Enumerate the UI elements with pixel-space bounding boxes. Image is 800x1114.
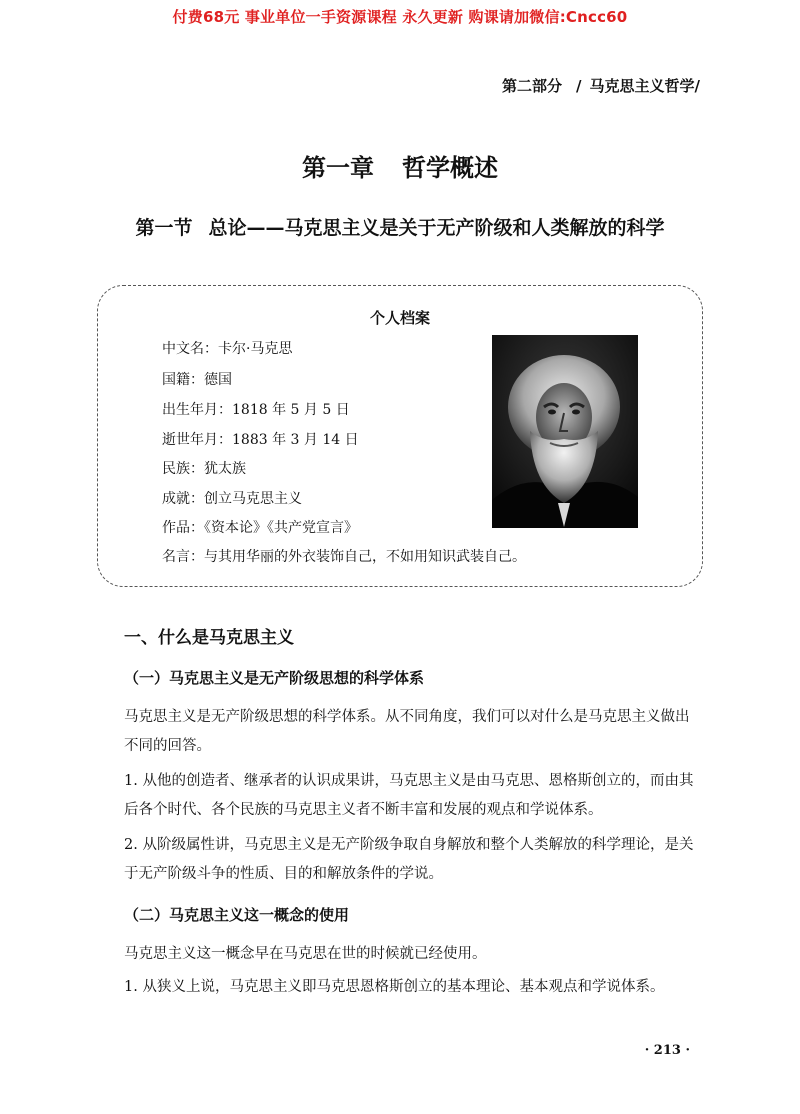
running-header-separator: / xyxy=(576,77,582,95)
portrait-photo xyxy=(492,335,638,528)
profile-row-death: 逝世年月：1883 年 3 月 14 日 xyxy=(162,432,359,448)
paragraph-2-line-1: 1. 从他的创造者、继承者的认识成果讲，马克思主义是由马克思、恩格斯创立的，而由其 xyxy=(124,773,694,789)
paragraph-3-line-1: 2. 从阶级属性讲，马克思主义是无产阶级争取自身解放和整个人类解放的科学理论，是关 xyxy=(124,837,694,853)
page-number: · 213 · xyxy=(644,1043,690,1058)
running-header xyxy=(502,75,700,96)
paragraph-1-line-2: 不同的回答。 xyxy=(124,738,211,754)
profile-row-birth: 出生年月：1818 年 5 月 5 日 xyxy=(162,402,350,418)
running-header-part: 第二部分 xyxy=(502,77,563,95)
profile-row-works: 作品：《资本论》《共产党宣言》 xyxy=(162,520,358,536)
paragraph-5: 1. 从狭义上说，马克思主义即马克思恩格斯创立的基本理论、基本观点和学说体系。 xyxy=(124,979,665,995)
chapter-number: 第一章 xyxy=(302,154,374,182)
watermark-banner: 付费68元 事业单位一手资源课程 永久更新 购课请加微信:Cncc60 xyxy=(172,8,628,26)
paragraph-1-line-1: 马克思主义是无产阶级思想的科学体系。从不同角度，我们可以对什么是马克思主义做出 xyxy=(124,709,690,725)
subheading-concept-usage: （二）马克思主义这一概念的使用 xyxy=(124,906,350,924)
paragraph-4: 马克思主义这一概念早在马克思在世的时候就已经使用。 xyxy=(124,946,487,962)
profile-row-nationality: 国籍：德国 xyxy=(162,372,232,388)
paragraph-2-line-2: 后各个时代、各个民族的马克思主义者不断丰富和发展的观点和学说体系。 xyxy=(124,802,603,818)
profile-row-name: 中文名：卡尔·马克思 xyxy=(162,341,293,357)
paragraph-3-line-2: 于无产阶级斗争的性质、目的和解放条件的学说。 xyxy=(124,866,443,882)
section-name: 总论——马克思主义是关于无产阶级和人类解放的科学 xyxy=(208,217,665,239)
running-header-topic: 马克思主义哲学 xyxy=(589,77,695,95)
profile-title: 个人档案 xyxy=(369,309,430,327)
section-number: 第一节 xyxy=(135,217,193,239)
chapter-title xyxy=(0,148,800,183)
heading-what-is-marxism: 一、什么是马克思主义 xyxy=(124,628,294,648)
profile-row-achievement: 成就：创立马克思主义 xyxy=(162,491,302,507)
subheading-scientific-system: （一）马克思主义是无产阶级思想的科学体系 xyxy=(124,669,425,687)
profile-row-quote: 名言：与其用华丽的外衣装饰自己，不如用知识武装自己。 xyxy=(162,549,526,565)
section-title xyxy=(0,213,800,240)
running-header-end: / xyxy=(694,77,700,95)
chapter-name: 哲学概述 xyxy=(402,154,498,182)
profile-row-ethnicity: 民族：犹太族 xyxy=(162,461,246,477)
